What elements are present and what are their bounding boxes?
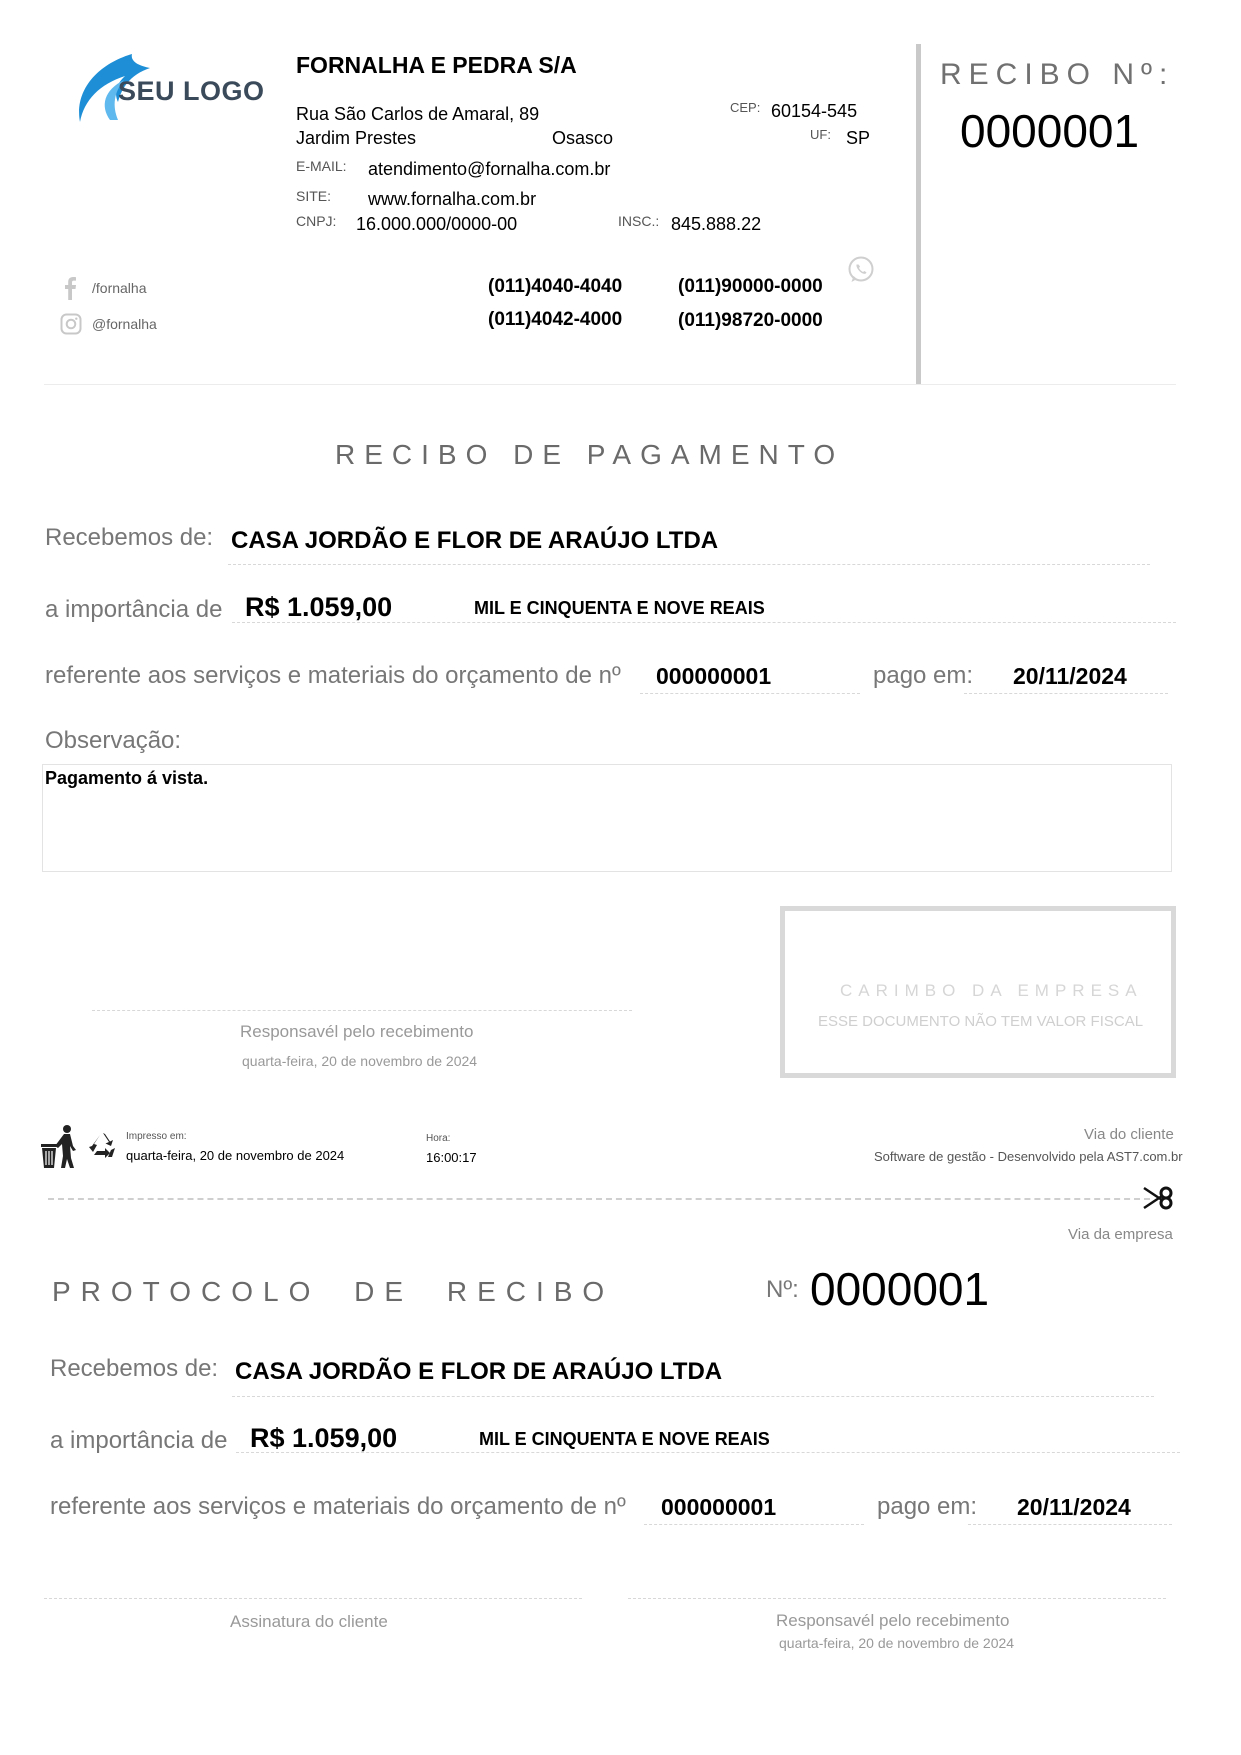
scissors-icon bbox=[1142, 1184, 1174, 1212]
insc-value: 845.888.22 bbox=[671, 214, 762, 234]
obs-text: Pagamento á vista. bbox=[45, 768, 209, 788]
protocol-amount-value: R$ 1.059,00 bbox=[250, 1423, 398, 1453]
protocol-amount-underline bbox=[236, 1452, 1180, 1453]
software-credit[interactable]: Software de gestão - Desenvolvido pela AST7.com.br bbox=[874, 1149, 1183, 1164]
obs-label: Observação: bbox=[45, 727, 182, 754]
cnpj-label: CNPJ: bbox=[296, 213, 337, 229]
facebook-icon bbox=[60, 276, 80, 300]
protocol-received-from-label: Recebemos de: bbox=[50, 1355, 219, 1382]
site-value: www.fornalha.com.br bbox=[368, 189, 537, 209]
amount-underline bbox=[232, 622, 1176, 623]
company-street: Rua São Carlos de Amaral, 89 bbox=[296, 104, 540, 124]
email-value: atendimento@fornalha.com.br bbox=[368, 159, 611, 179]
received-from-value: CASA JORDÃO E FLOR DE ARAÚJO LTDA bbox=[231, 527, 719, 554]
amount-label: a importância de bbox=[45, 596, 223, 623]
instagram-handle[interactable]: @fornalha bbox=[92, 316, 157, 332]
protocol-reference-label: referente aos serviços e materiais do orçamento de nº bbox=[50, 1493, 626, 1520]
protocol-amount-words: MIL E CINQUENTA E NOVE REAIS bbox=[479, 1429, 770, 1449]
receipt-title: RECIBO DE PAGAMENTO bbox=[335, 439, 845, 470]
uf-value: SP bbox=[846, 128, 871, 148]
protocol-amount-label: a importância de bbox=[50, 1427, 228, 1454]
insc-label: INSC.: bbox=[618, 213, 660, 229]
amount-words: MIL E CINQUENTA E NOVE REAIS bbox=[474, 598, 765, 618]
header-bottom-rule bbox=[44, 384, 1176, 385]
header-divider bbox=[916, 44, 921, 384]
client-signature-label: Assinatura do cliente bbox=[230, 1612, 388, 1631]
reference-label: referente aos serviços e materiais do orçamento de nº bbox=[45, 662, 621, 689]
uf-label: UF: bbox=[810, 127, 831, 142]
paid-underline bbox=[964, 693, 1168, 694]
company-name: FORNALHA E PEDRA S/A bbox=[296, 52, 577, 78]
responsible-label: Responsavél pelo recebimento bbox=[240, 1022, 474, 1041]
protocol-responsible-line bbox=[628, 1598, 1166, 1599]
protocol-title: PROTOCOLO DE RECIBO bbox=[52, 1276, 615, 1307]
phone-mobile-2[interactable]: (011)98720-0000 bbox=[678, 310, 823, 331]
logo-text: SEU LOGO bbox=[118, 76, 265, 106]
obs-box[interactable] bbox=[42, 764, 1172, 872]
trash-icon bbox=[40, 1124, 80, 1170]
protocol-received-underline bbox=[232, 1396, 1154, 1397]
site-label: SITE: bbox=[296, 188, 332, 204]
receipt-number-label: RECIBO Nº: bbox=[940, 58, 1175, 91]
responsible-signature-line bbox=[92, 1010, 632, 1011]
protocol-responsible-date: quarta-feira, 20 de novembro de 2024 bbox=[779, 1635, 1015, 1651]
client-copy-label: Via do cliente bbox=[1084, 1126, 1174, 1143]
company-district: Jardim Prestes bbox=[296, 128, 417, 148]
paid-label: pago em: bbox=[873, 662, 974, 689]
received-from-underline bbox=[228, 564, 1150, 565]
printed-label: Impresso em: bbox=[126, 1131, 187, 1142]
cep-value: 60154-545 bbox=[771, 101, 858, 121]
whatsapp-icon bbox=[846, 255, 876, 285]
protocol-paid-underline bbox=[968, 1524, 1172, 1525]
client-signature-line bbox=[44, 1598, 582, 1599]
stamp-note: ESSE DOCUMENTO NÃO TEM VALOR FISCAL bbox=[818, 1013, 1144, 1030]
protocol-paid-date: 20/11/2024 bbox=[1017, 1494, 1131, 1520]
printed-date: quarta-feira, 20 de novembro de 2024 bbox=[126, 1148, 345, 1163]
receipt-number: 0000001 bbox=[960, 105, 1140, 157]
protocol-paid-label: pago em: bbox=[877, 1493, 978, 1520]
company-copy-label: Via da empresa bbox=[1068, 1226, 1173, 1243]
protocol-received-from-value: CASA JORDÃO E FLOR DE ARAÚJO LTDA bbox=[235, 1358, 723, 1385]
time-label: Hora: bbox=[426, 1133, 451, 1144]
cep-label: CEP: bbox=[730, 100, 761, 115]
cut-line bbox=[48, 1198, 1150, 1200]
time-value: 16:00:17 bbox=[426, 1150, 477, 1165]
protocol-responsible-label: Responsavél pelo recebimento bbox=[776, 1611, 1010, 1630]
company-city: Osasco bbox=[552, 128, 614, 148]
protocol-number-label: Nº: bbox=[766, 1276, 799, 1303]
email-label: E-MAIL: bbox=[296, 158, 347, 174]
received-from-label: Recebemos de: bbox=[45, 524, 214, 551]
paid-date: 20/11/2024 bbox=[1013, 663, 1127, 689]
phone-mobile-1[interactable]: (011)90000-0000 bbox=[678, 276, 823, 297]
amount-value: R$ 1.059,00 bbox=[245, 592, 393, 622]
cnpj-value: 16.000.000/0000-00 bbox=[356, 214, 518, 234]
budget-underline bbox=[640, 693, 860, 694]
instagram-icon bbox=[60, 313, 82, 335]
recycle-icon bbox=[88, 1131, 118, 1161]
phone-landline-2[interactable]: (011)4042-4000 bbox=[488, 309, 623, 330]
budget-number: 000000001 bbox=[656, 663, 772, 689]
stamp-title: CARIMBO DA EMPRESA bbox=[840, 981, 1143, 1000]
protocol-budget-number: 000000001 bbox=[661, 1494, 777, 1520]
company-logo bbox=[70, 50, 275, 130]
facebook-handle[interactable]: /fornalha bbox=[92, 280, 147, 296]
protocol-number: 0000001 bbox=[810, 1263, 990, 1315]
phone-landline-1[interactable]: (011)4040-4040 bbox=[488, 276, 623, 297]
protocol-budget-underline bbox=[644, 1524, 864, 1525]
responsible-date: quarta-feira, 20 de novembro de 2024 bbox=[242, 1053, 478, 1069]
